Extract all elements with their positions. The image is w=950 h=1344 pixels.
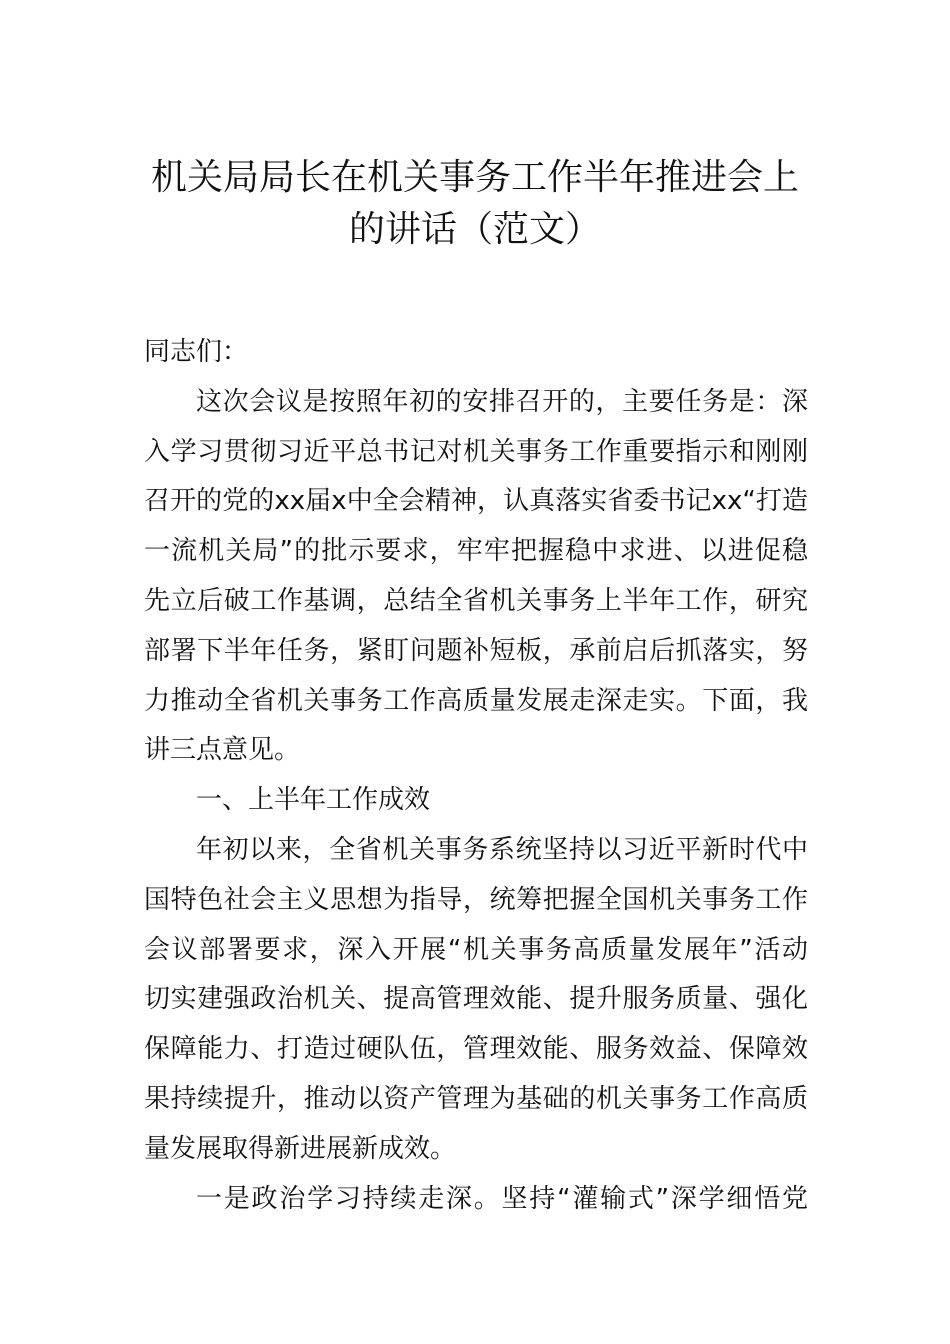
paragraph-line: 国特色社会主义思想为指导，统筹把握全国机关事务工作: [144, 884, 808, 915]
document-title: [100, 152, 850, 256]
paragraph-line: 果持续提升，推动以资产管理为基础的机关事务工作高质: [144, 1083, 808, 1114]
paragraph-line: 一流机关局”的批示要求，牢牢把握稳中求进、以进促稳: [144, 536, 808, 567]
section-heading: [144, 776, 808, 826]
paragraph-line: 讲三点意见。: [144, 735, 301, 766]
paragraph-line: 力推动全省机关事务工作高质量发展走深走实。下面，我: [144, 685, 808, 716]
paragraph-line: 部署下半年任务，紧盯问题补短板，承前启后抓落实，努: [144, 635, 808, 666]
title-line: 的讲话（范文）: [348, 209, 601, 250]
paragraph-line: 这次会议是按照年初的安排召开的，主要任务是：深: [196, 386, 808, 417]
paragraph-line: 一是政治学习持续走深。坚持“灌输式”深学细悟党: [196, 1183, 808, 1214]
paragraph-line: 量发展取得新进展新成效。: [144, 1133, 457, 1164]
salutation-text: 同志们：: [144, 337, 249, 367]
paragraph-intro: [144, 378, 808, 776]
paragraph-line: 年初以来，全省机关事务系统坚持以习近平新时代中: [196, 834, 808, 865]
section-heading-text: 一、上半年工作成效: [196, 785, 431, 816]
paragraph-line: 召开的党的xx届x中全会精神，认真落实省委书记xx“打造: [144, 486, 808, 517]
salutation: [144, 328, 808, 378]
paragraph-line: 入学习贯彻习近平总书记对机关事务工作重要指示和刚刚: [144, 436, 808, 467]
paragraph-line: 会议部署要求，深入开展“机关事务高质量发展年”活动: [144, 934, 808, 965]
paragraph-achievements: [144, 826, 808, 1175]
paragraph-political-study: [144, 1175, 808, 1225]
document-body: [144, 328, 808, 1224]
title-line: 机关局局长在机关事务工作半年推进会上: [150, 157, 799, 198]
paragraph-line: 保障能力、打造过硬队伍，管理效能、服务效益、保障效: [144, 1034, 808, 1065]
paragraph-line: 切实建强政治机关、提高管理效能、提升服务质量、强化: [144, 984, 808, 1015]
paragraph-line: 先立后破工作基调，总结全省机关事务上半年工作，研究: [144, 585, 808, 616]
